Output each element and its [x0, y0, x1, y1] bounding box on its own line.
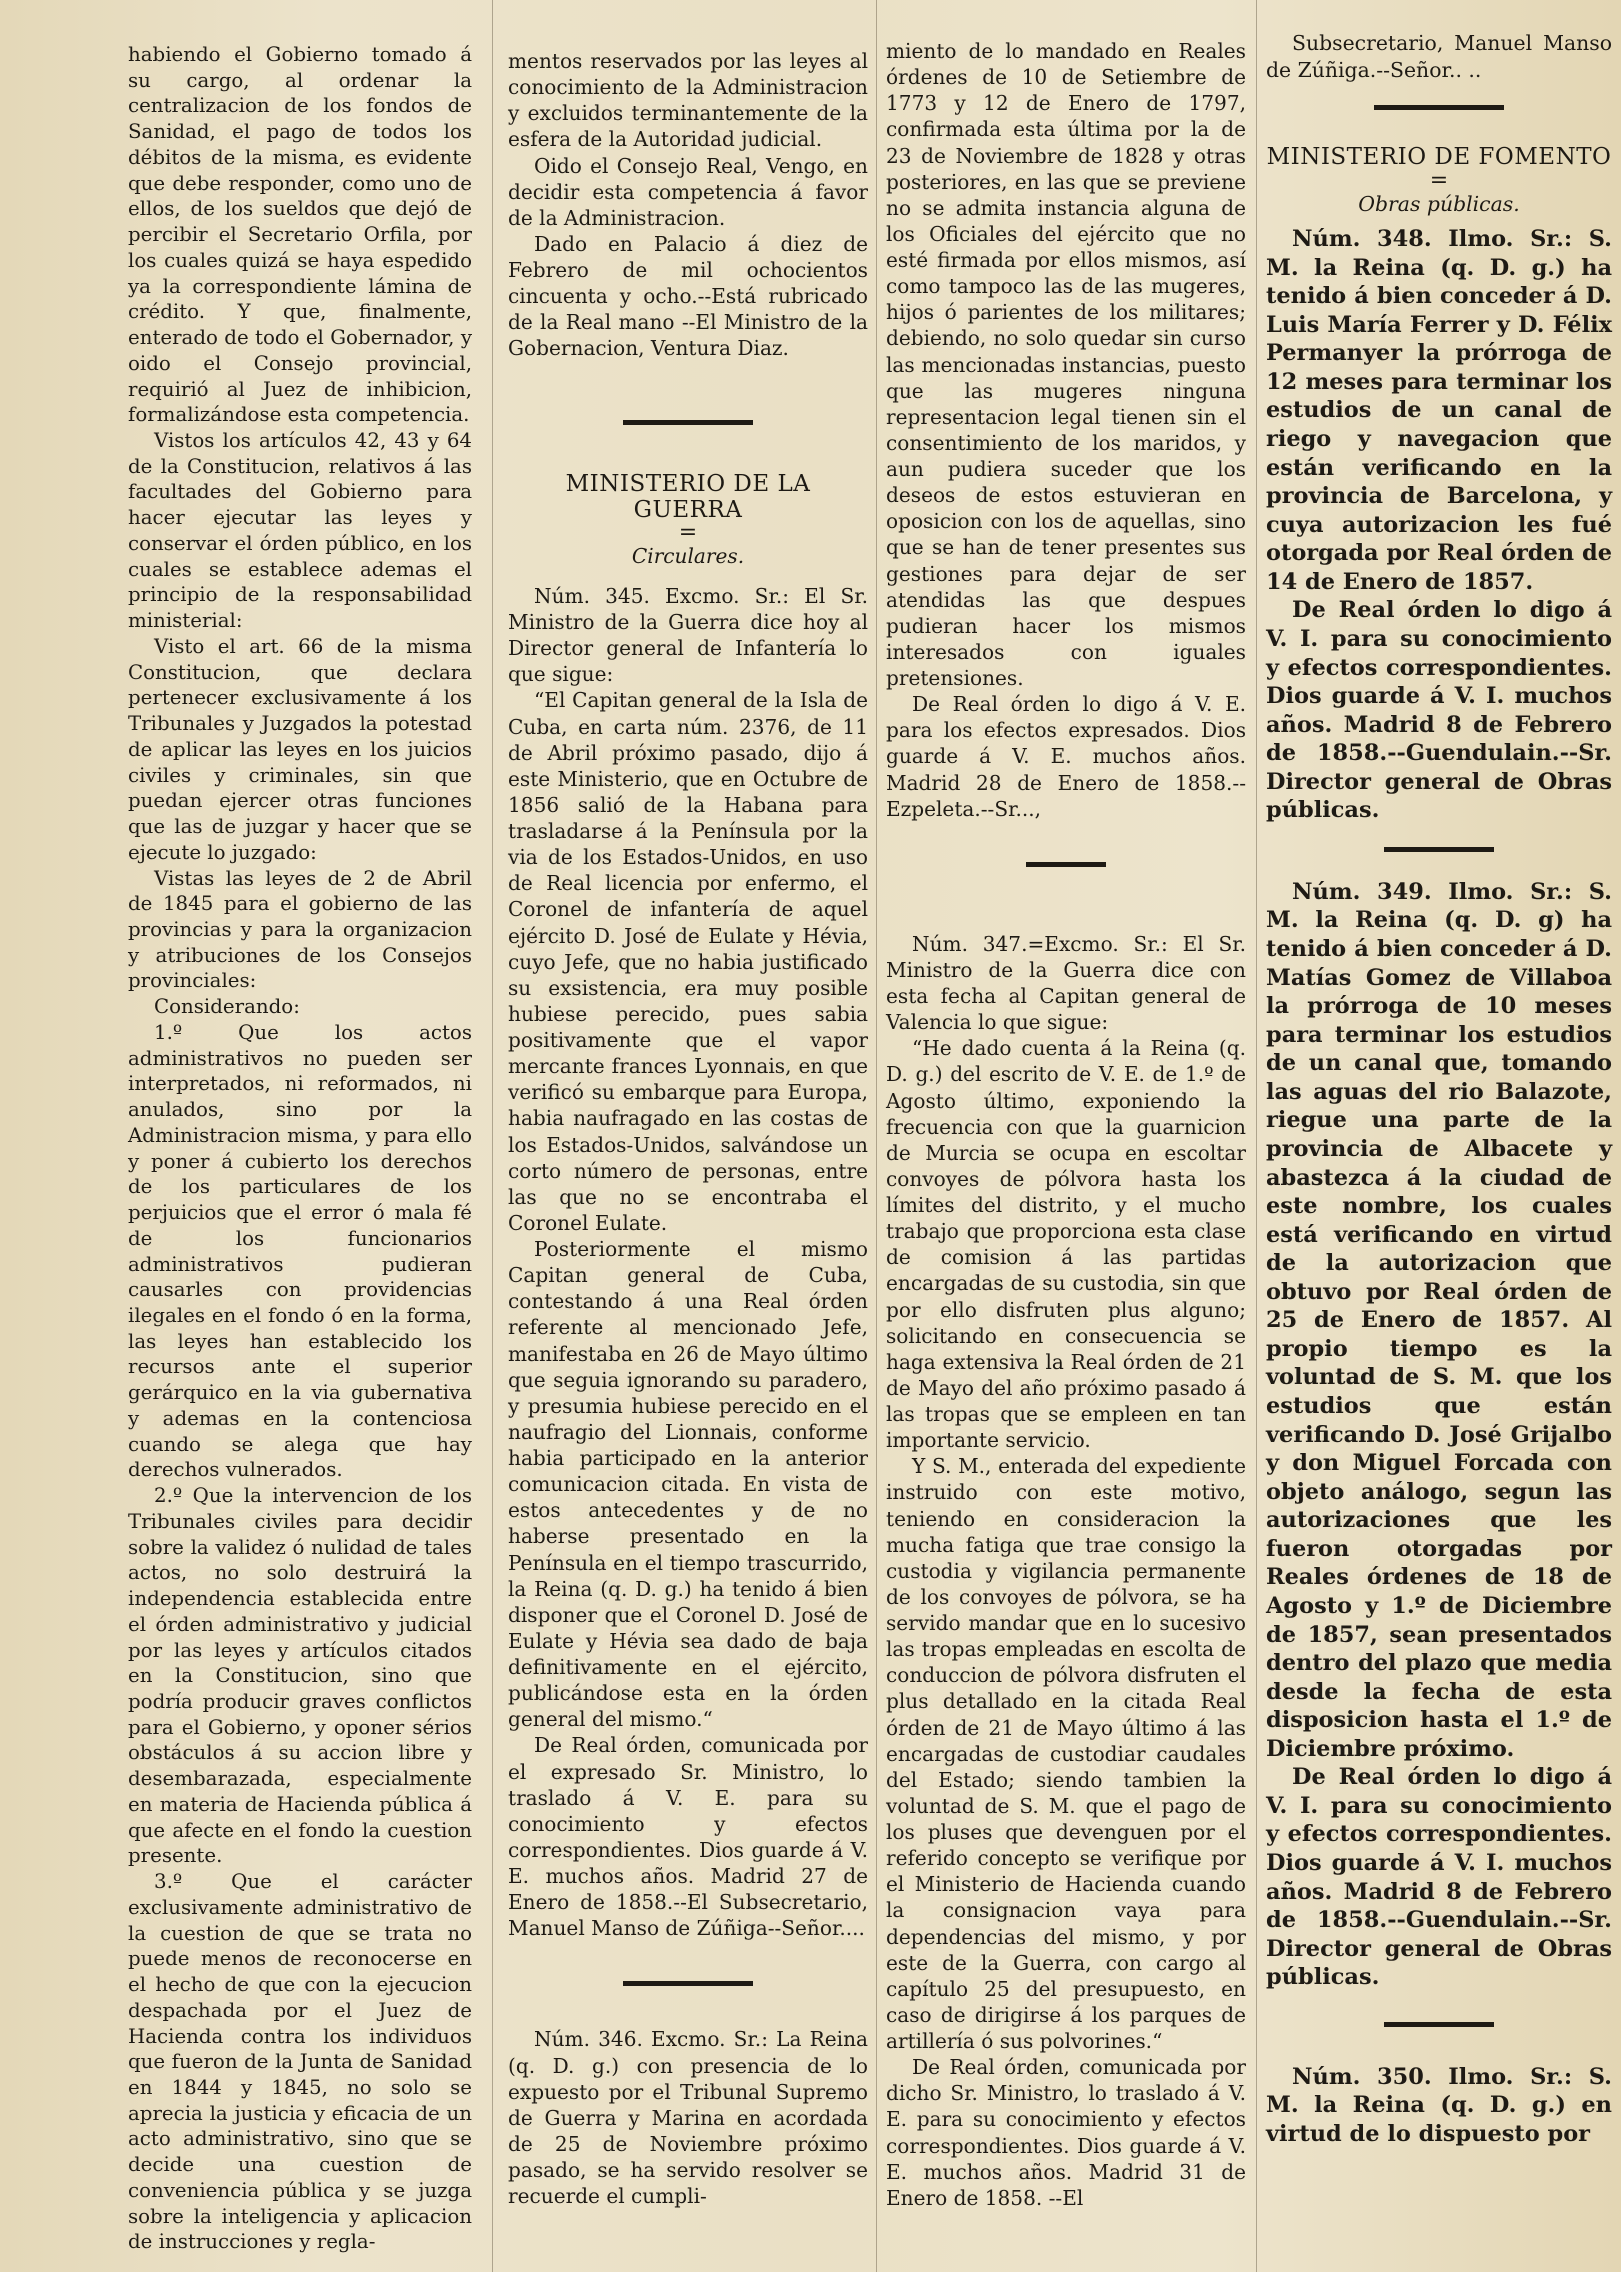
section-rule	[623, 1981, 753, 1986]
paragraph: De Real órden lo digo á V. E. para los efectos expresados. Dios guarde á V. E. muchos años. Madrid 28 de Enero de 1858.--Ezpeleta.--Sr...,	[886, 692, 1246, 821]
section-title: MINISTERIO DE LA GUERRA	[565, 470, 811, 523]
column-1	[128, 42, 472, 2255]
paragraph: Considerando:	[154, 995, 300, 1019]
spacer	[508, 362, 868, 420]
subsection-title: Obras públicas.	[1358, 191, 1520, 216]
paragraph: 1.º Que los actos administrativos no pueden ser interpretados, ni reformados, ni anulados, sino por la Administracion misma, y para ello y poner á cubierto los derechos de los particulares de los perjuicios que el error ó mala fé de los funcionarios administrativos pudieran causarles con providencias ilegales en el fondo ó en la forma, las leyes han establecido los recursos ante el superior gerárquico en la via gubernativa y ademas en la contenciosa cuando se alega que hay derechos vulnerados.	[128, 1020, 472, 1482]
notice-349	[1266, 878, 1612, 1992]
paragraph: Núm. 346. Excmo. Sr.: La Reina (q. D. g.) con presencia de lo expuesto por el Tribunal Supremo de Guerra y Marina en acordada de 25 de Noviembre próximo pasado, se ha servido resolver se recuerde el cumpli-	[508, 2027, 868, 2209]
notice-350	[1266, 2063, 1612, 2149]
paragraph: 2.º Que la intervencion de los Tribunales civiles para decidir sobre la validez ó nulidad de tales actos, no solo destruirá la independencia establecida entre el órden administrativo y judicial por las leyes y artículos citados en la Constitucion, sino que podría producir graves conflictos para el Gobierno, y oponer sérios obstáculos á su accion libre y desembarazada, especialmente en materia de Hacienda pública á que afecte en el fondo la cuestion presente.	[128, 1484, 472, 1868]
section-rule	[1374, 105, 1504, 110]
paragraph: Núm. 349. Ilmo. Sr.: S. M. la Reina (q. D. g) ha tenido á bien conceder á D. Matías Gomez de Villaboa la prórroga de 10 meses para terminar los estudios de un canal que, tomando las aguas del rio Balazote, riegue una parte de la provincia de Albacete y abastezca á la ciudad de este nombre, los cuales está verificando en virtud de la autorizacion que obtuvo por Real órden de 25 de Enero de 1857. Al propio tiempo es la voluntad de S. M. que los estudios que están verificando D. José Grijalbo y don Miguel Forcada con objeto análogo, segun las autorizaciones que les fueron otorgadas por Reales órdenes de 18 de Agosto y 1.º de Diciembre de 1857, sean presentados dentro del plazo que media desde la fecha de esta disposicion hasta el 1.º de Diciembre próximo.	[1266, 878, 1612, 1762]
paragraph: Visto el art. 66 de la misma Constitucion, que declara pertenecer exclusivamente á los Tribunales y Juzgados la potestad de aplicar las leyes en los juicios civiles y criminales, sin que puedan ejercer otras funciones que las de juzgar y hacer que se ejecute lo juzgado:	[128, 634, 472, 864]
paragraph: Oido el Consejo Real, Vengo, en decidir esta competencia á favor de la Administracion.	[508, 153, 868, 230]
section-rule	[1384, 847, 1494, 852]
paragraph: habiendo el Gobierno tomado á su cargo, al ordenar la centralizacion de los fondos de Sanidad, el pago de todos los débitos de la misma, es evidente que debe responder, como uno de ellos, de los sueldos que dejó de percibir el Secretario Orfila, por los cuales quizá se haya espedido ya la correspondiente lámina de crédito. Y que, finalmente, enterado de todo el Gobernador, y oido el Consejo provincial, requirió al Juez de inhibicion, formalizándose esta competencia.	[128, 43, 472, 427]
paragraph: miento de lo mandado en Reales órdenes de 10 de Setiembre de 1773 y 12 de Enero de 1797, confirmada esta última por la de 23 de Noviembre de 1828 y otras posteriores, en las que se previene no se admita instancia alguna de los Oficiales del ejército que no esté firmada por ellos mismos, así como tampoco las de las mugeres, hijos ó parientes de los militares; debiendo, no solo quedar sin curso las mencionadas instancias, puesto que las mugeres ninguna representacion legal tienen sin el consentimiento de los maridos, y aun pudiera suceder que los deseos de estos estuvieran en oposicion con los de aquellas, sino que se han de tener presentes sus gestiones para dejar de ser atendidas las que despues pudieran hacer los mismos interesados con iguales pretensiones.	[886, 39, 1246, 690]
paragraph: Núm. 347.=Excmo. Sr.: El Sr. Ministro de la Guerra dice con esta fecha al Capitan general de Valencia lo que sigue:	[886, 931, 1246, 1035]
column-divider	[1256, 0, 1257, 2272]
section-rule	[623, 420, 753, 425]
column-4	[1266, 30, 1612, 2149]
paragraph: De Real órden, comunicada por el expresado Sr. Ministro, lo traslado á V. E. para su conocimiento y efectos correspondientes. Dios guarde á V. E. muchos años. Madrid 27 de Enero de 1858.--El Subsecretario, Manuel Manso de Zúñiga--Señor....	[508, 1733, 868, 1941]
section-separator: =	[1429, 167, 1449, 193]
paragraph: De Real órden lo digo á V. I. para su conocimiento y efectos correspondientes. Dios guarde á V. I. muchos años. Madrid 8 de Febrero de 1858.--Guendulain.--Sr. Director general de Obras públicas.	[1266, 1764, 1612, 1991]
paragraph: Posteriormente el mismo Capitan general de Cuba, contestando á una Real órden referente al mencionado Jefe, manifestaba en 26 de Mayo último que seguia ignorando su paradero, y presumia hubiese perecido en el naufragio del Lionnais, conforme habia participado en la anterior comunicacion citada. En vista de estos antecedentes y de no haberse presentado en la Península en el tiempo trascurrido, la Reina (q. D. g.) ha tenido á bien disponer que el Coronel D. José de Eulate y Hévia sea dado de baja definitivamente en el ejército, publicándose esta en la órden general del mismo.“	[508, 1237, 868, 1732]
section-rule	[1384, 2022, 1494, 2027]
column-2	[508, 48, 868, 2209]
notice-348	[1266, 225, 1612, 825]
paragraph: “He dado cuenta á la Reina (q. D. g.) del escrito de V. E. de 1.º de Agosto último, exponiendo la frecuencia con que la guarnicion de Murcia se ocupa en escoltar convoyes de pólvora hasta los límites del distrito, y el mucho trabajo que proporciona esta clase de comision á las partidas encargadas de su custodia, sin que por ello disfruten plus alguno; solicitando en consecuencia se haga extensiva la Real órden de 21 de Mayo del año próximo pasado á las tropas que se empleen en tan importante servicio.	[886, 1036, 1246, 1453]
section-title: MINISTERIO DE FOMENTO	[1266, 144, 1612, 171]
paragraph: Y S. M., enterada del expediente instruido con este motivo, teniendo en consideracion la mucha fatiga que trae consigo la custodia y vigilancia permanente de los convoyes de pólvora, se ha servido mandar que en lo sucesivo las tropas empleadas en escolta de conduccion de pólvora disfruten el plus detallado en la citada Real órden de 21 de Mayo último á las encargadas de custodiar caudales del Estado; siendo tambien la voluntad de S. M. que el pago de los pluses que devenguen por el referido concepto se verifique por el Ministerio de Hacienda cuando la consignacion vaya para dependencias del mismo, y por este de la Guerra, con cargo al capítulo 25 del presupuesto, en caso de dirigirse á los parques de artillería ó sus polvorines.“	[886, 1454, 1246, 2053]
column-divider	[876, 0, 877, 2272]
paragraph: 3.º Que el carácter exclusivamente administrativo de la cuestion de que se trata no puede menos de reconocerse en el hecho de que con la ejecucion despachada por el Juez de Hacienda contra los individuos que fueron de la Junta de Sanidad en 1844 y 1845, no solo se aprecia la justicia y eficacia de un acto administrativo, sino que se decide una cuestion de conveniencia pública y se juzga sobre la inteligencia y aplicacion de instrucciones y regla-	[128, 1870, 472, 2254]
column-3	[886, 38, 1246, 2211]
paragraph: Núm. 348. Ilmo. Sr.: S. M. la Reina (q. D. g.) ha tenido á bien conceder á D. Luis María Ferrer y D. Félix Permanyer la prórroga de 12 meses para terminar los estudios de un canal de riego y navegacion que están verificando en la provincia de Barcelona, y cuya autorizacion les fué otorgada por Real órden de 14 de Enero de 1857.	[1266, 226, 1612, 595]
paragraph: “El Capitan general de la Isla de Cuba, en carta núm. 2376, de 11 de Abril próximo pasado, dijo á este Ministerio, que en Octubre de 1856 salió de la Habana para trasladarse á la Península por la via de los Estados-Unidos, en uso de Real licencia por enfermo, el Coronel de infantería de aquel ejército D. José de Eulate y Hévia, cuyo Jefe, que no habia justificado su exsistencia, era muy posible hubiese perecido, pues sabia positivamente que el vapor mercante frances Lyonnais, en que verificó su embarque para Europa, habia naufragado en las costas de los Estados-Unidos, salvándose un corto número de personas, entre las que no se encontraba el Coronel Eulate.	[508, 688, 868, 1235]
paragraph: mentos reservados por las leyes al conocimiento de la Administracion y excluidos terminantemente de la esfera de la Autoridad judicial.	[508, 49, 868, 152]
paragraph: Vistos los artículos 42, 43 y 64 de la Constitucion, relativos á las facultades del Gobierno para hacer ejecutar las leyes y conservar el órden público, en los cuales se establece ademas el principio de la responsabilidad ministerial:	[128, 429, 472, 633]
section-rule	[1026, 862, 1106, 867]
paragraph: Dado en Palacio á diez de Febrero de mil ochocientos cincuenta y ocho.--Está rubricado de la Real mano --El Ministro de la Gobernacion, Ventura Diaz.	[508, 231, 868, 361]
paragraph: De Real órden lo digo á V. I. para su conocimiento y efectos correspondientes. Dios guarde á V. I. muchos años. Madrid 8 de Febrero de 1858.--Guendulain.--Sr. Director general de Obras públicas.	[1266, 597, 1612, 824]
paragraph: Vistas las leyes de 2 de Abril de 1845 para el gobierno de las provincias y para la organizacion y atribuciones de los Consejos provinciales:	[128, 866, 472, 993]
paragraph: Núm. 350. Ilmo. Sr.: S. M. la Reina (q. D. g.) en virtud de lo dispuesto por	[1266, 2063, 1612, 2147]
subsection-title: Circulares.	[631, 543, 745, 568]
paragraph: Núm. 345. Excmo. Sr.: El Sr. Ministro de la Guerra dice hoy al Director general de Infantería lo que sigue:	[508, 583, 868, 687]
column-divider	[492, 0, 493, 2272]
section-separator: =	[678, 519, 698, 545]
paragraph: De Real órden, comunicada por dicho Sr. Ministro, lo traslado á V. E. para su conocimiento y efectos correspondientes. Dios guarde á V. E. muchos años. Madrid 31 de Enero de 1858. --El	[886, 2055, 1246, 2210]
paragraph: Subsecretario, Manuel Manso de Zúñiga.--Señor.. ..	[1266, 31, 1612, 82]
